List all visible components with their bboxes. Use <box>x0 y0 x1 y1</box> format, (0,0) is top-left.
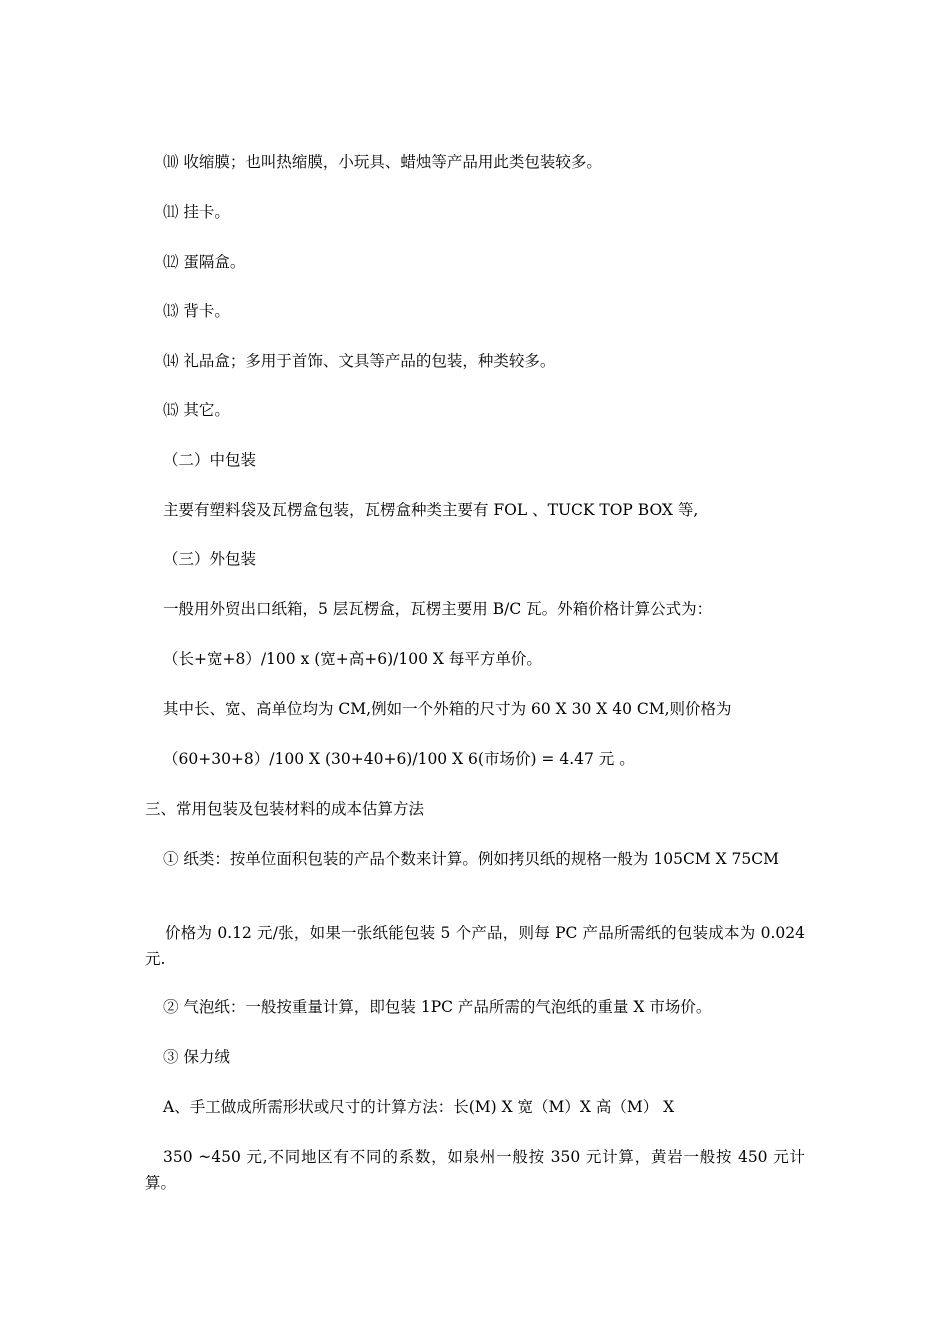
paragraph-polyfoam-coefficient: 350 ~450 元,不同地区有不同的系数，如泉州一般按 350 元计算，黄岩一般按 450 元计算。 <box>145 1148 805 1192</box>
item-14-gift-box: ⒁ 礼品盒；多用于首饰、文具等产品的包装，种类较多。 <box>163 352 556 370</box>
item-10-shrink-film: ⑽ 收缩膜；也叫热缩膜，小玩具、蜡烛等产品用此类包装较多。 <box>163 153 602 171</box>
item-13-back-card: ⒀ 背卡。 <box>163 302 230 320</box>
paragraph-paper-price: 价格为 0.12 元/张，如果一张纸能包装 5 个产品，则每 PC 产品所需纸的包装成本为 0.024 元. <box>145 924 805 968</box>
item-11-hang-card: ⑾ 挂卡。 <box>163 203 230 221</box>
section-heading-cost-estimation: 三、常用包装及包装材料的成本估算方法 <box>145 800 425 818</box>
heading-outer-packaging: （三）外包装 <box>163 550 257 568</box>
heading-polyfoam: ③ 保力绒 <box>163 1048 230 1066</box>
item-15-other: ⒂ 其它。 <box>163 401 230 419</box>
paragraph-polyfoam-method: A、手工做成所需形状或尺寸的计算方法：长(M) X 宽（M）X 高（M） X <box>163 1098 675 1116</box>
paragraph-outer-packaging: 一般用外贸出口纸箱，5 层瓦楞盒，瓦楞主要用 B/C 瓦。外箱价格计算公式为： <box>163 600 713 618</box>
item-12-egg-tray: ⑿ 蛋隔盒。 <box>163 253 246 271</box>
paragraph-carton-example: 其中长、宽、高单位均为 CM,例如一个外箱的尺寸为 60 X 30 X 40 CM,则价格为 <box>163 700 732 718</box>
formula-carton-price: （长+宽+8）/100 x (宽+高+6)/100 X 每平方单价。 <box>163 650 542 668</box>
formula-carton-example: （60+30+8）/100 X (30+40+6)/100 X 6(市场价) = 4.47 元 。 <box>163 750 635 768</box>
heading-middle-packaging: （二）中包装 <box>163 451 257 469</box>
paragraph-middle-packaging: 主要有塑料袋及瓦楞盒包装，瓦楞盒种类主要有 FOL 、TUCK TOP BOX 等, <box>163 501 699 519</box>
paragraph-paper-cost: ① 纸类：按单位面积包装的产品个数来计算。例如拷贝纸的规格一般为 105CM X 75CM <box>163 850 780 868</box>
paragraph-bubble-wrap: ② 气泡纸：一般按重量计算，即包装 1PC 产品所需的气泡纸的重量 X 市场价。 <box>163 998 712 1016</box>
